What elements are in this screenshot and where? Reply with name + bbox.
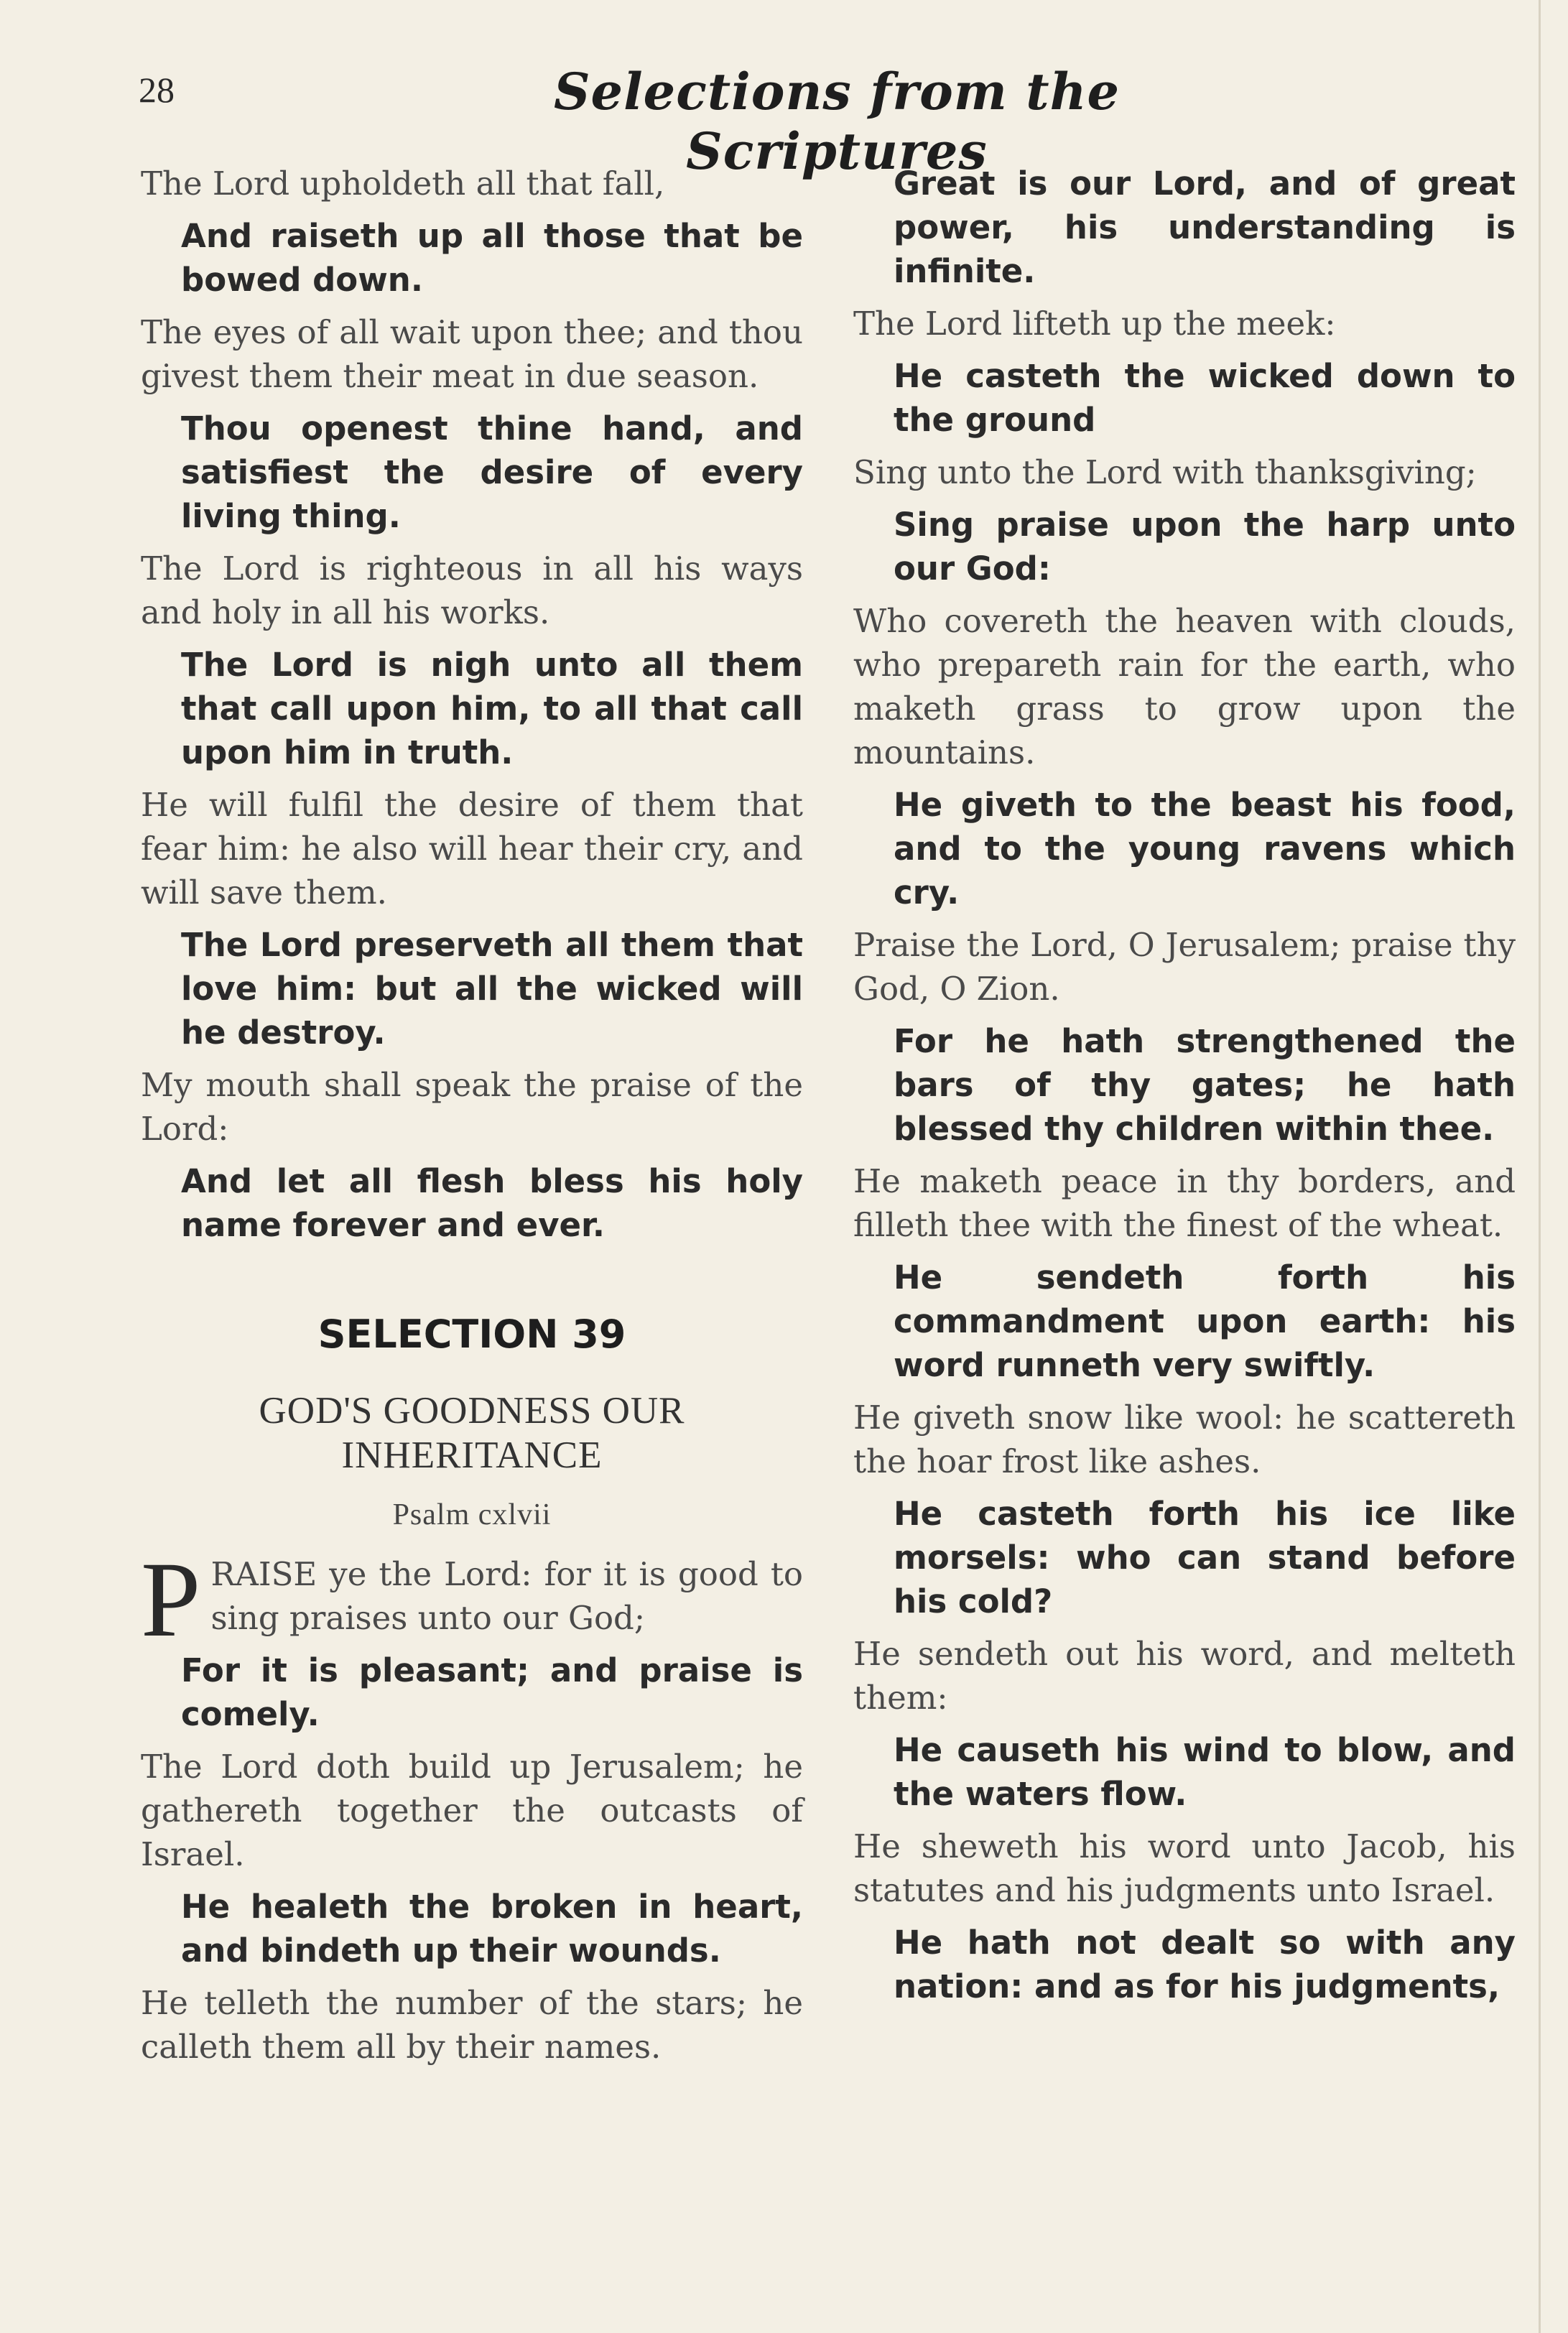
left-column [141,162,803,2077]
reader-verse: Praise the Lord, O Jerusalem; praise thy God, O Zion. [853,926,1516,1008]
reader-verse: Who covereth the heaven with clouds, who prepareth rain for the earth, who maketh grass to grow upon the mountains. [853,602,1516,771]
reader-verse: The Lord lifteth up the meek: [853,305,1336,343]
reader-verse: The eyes of all wait upon thee; and thou givest them their meat in due season. [141,313,803,395]
reader-verse: He giveth snow like wool: he scattereth the hoar frost like ashes. [853,1399,1516,1480]
selection-title: GOD'S GOODNESS OUR INHERITANCE [259,1390,685,1476]
right-verses [853,162,1516,2008]
drop-cap: P [141,1540,201,1659]
reader-verse: He will fulfil the desire of them that fear him: he also will hear their cry, and will save them. [141,786,803,912]
response-verse: He hath not dealt so with any nation: and as for his judgments, [894,1924,1516,2005]
reader-verse: The Lord upholdeth all that fall, [141,164,665,203]
reader-verse: The Lord doth build up Jerusalem; he gathereth together the outcasts of Israel. [141,1748,803,1873]
right-column [853,162,1516,2017]
response-verse: Great is our Lord, and of great power, his understanding is infinite. [894,164,1516,290]
running-title: Selections from the Scriptures [553,62,1120,181]
response-verse: Sing praise upon the harp unto our God: [894,506,1516,588]
reader-verse: My mouth shall speak the praise of the Lord: [141,1066,803,1148]
reader-verse: Sing unto the Lord with thanksgiving; [853,453,1477,491]
response-verse: And let all flesh bless his holy name forever and ever. [181,1162,803,1244]
page-number: 28 [139,70,175,110]
opening-verse [141,1540,803,1659]
response-verse: He casteth the wicked down to the ground [894,357,1516,439]
response-verse: He healeth the broken in heart, and bindeth up their wounds. [181,1888,803,1970]
response-verse: The Lord preserveth all them that love him: but all the wicked will he destroy. [181,926,803,1052]
psalm-reference: Psalm cxlvii [392,1498,552,1531]
opening-verse-text: RAISE ye the Lord: for it is good to sing praises unto our God; [210,1555,803,1637]
response-verse: He casteth forth his ice like morsels: who can stand before his cold? [894,1495,1516,1620]
response-verse: For it is pleasant; and praise is comely. [181,1651,803,1733]
response-verse: He giveth to the beast his food, and to the young ravens which cry. [894,786,1516,912]
selection-heading: SELECTION 39 [317,1312,626,1357]
page-gutter [1539,0,1541,2333]
response-verse: He causeth his wind to blow, and the waters flow. [894,1731,1516,1813]
reader-verse: He sendeth out his word, and melteth them: [853,1635,1516,1717]
response-verse: For he hath strengthened the bars of thy gates; he hath blessed thy children within thee. [894,1022,1516,1148]
response-verse: And raiseth up all those that be bowed down. [181,217,803,299]
reader-verse: He telleth the number of the stars; he calleth them all by their names. [141,1984,803,2066]
reader-verse: He sheweth his word unto Jacob, his statutes and his judgments unto Israel. [853,1827,1516,1909]
reader-verse: The Lord is righteous in all his ways and holy in all his works. [141,549,803,631]
left-verses-top [141,162,803,1247]
response-verse: The Lord is nigh unto all them that call upon him, to all that call upon him in truth. [181,646,803,771]
response-verse: He sendeth forth his commandment upon earth: his word runneth very swiftly. [894,1258,1516,1384]
left-verses-bottom [141,1648,803,2069]
response-verse: Thou openest thine hand, and satisfiest the desire of every living thing. [181,409,803,535]
reader-verse: He maketh peace in thy borders, and filleth thee with the finest of the wheat. [853,1162,1516,1244]
